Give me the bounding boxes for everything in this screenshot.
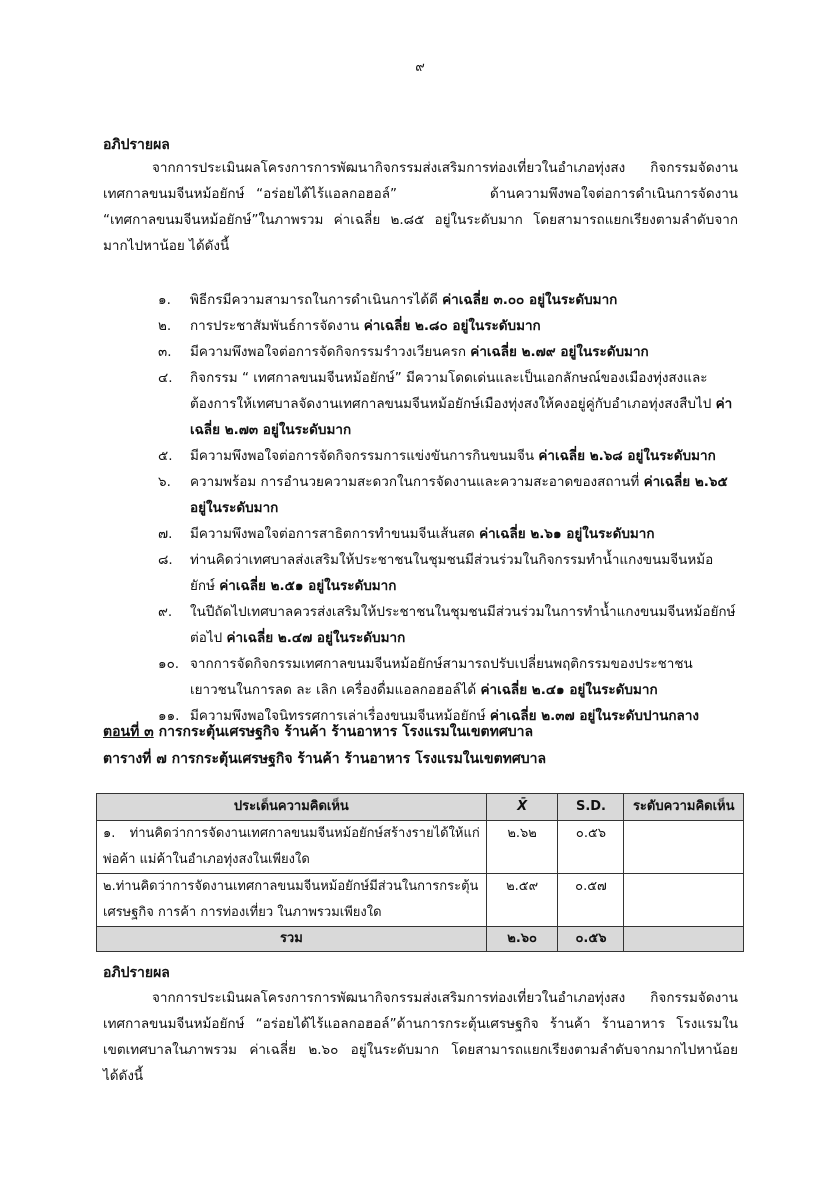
row-mean: ๒.๕๙ (486, 874, 558, 927)
list-item-text: ความพร้อม การอำนวยความสะดวกในการจัดงานและความสะอาดของสถานที่ (190, 474, 644, 490)
list-item-score: ค่าเฉลี่ย ๒.๓๗ อยู่ในระดับปานกลาง (489, 708, 699, 724)
row-level (624, 874, 744, 927)
list-item (158, 287, 738, 313)
row-mean: ๒.๖๒ (486, 821, 558, 874)
table-row (97, 821, 744, 874)
discussion-line: จากการประเมินผลโครงการการพัฒนากิจกรรมส่งเสริมการท่องเที่ยวในอำเภอทุ่งสง กิจกรรมจัดงาน (152, 990, 738, 1006)
list-item-text: ในปีถัดไปเทศบาลควรส่งเสริมให้ประชาชนในชุมชนมีส่วนร่วมในการทำน้ำแกงขนมจีนหม้อยักษ์ต่อไป (190, 604, 736, 646)
discussion-line: เทศกาลขนมจีนหม้อยักษ์ “อร่อยได้ไร้แอลกอฮอล์”ด้านการกระตุ้นเศรษฐกิจ ร้านค้า ร้านอาหาร โรงแรมใน (103, 1016, 738, 1032)
list-item-text: กิจกรรม “ เทศกาลขนมจีนหม้อยักษ์” มีความโดดเด่นและเป็นเอกลักษณ์ของเมืองทุ่งสงและต้องการให้เทศบาลจัดงานเทศกาลขนมจีนหม้อยักษ์เมืองทุ่งสงให้คงอยู่คู่กับอำเภอทุ่งสงสืบไป (190, 370, 716, 412)
list-item (158, 651, 738, 703)
list-item-number: ๙. (158, 604, 173, 620)
list-item-number: ๓. (158, 344, 172, 360)
list-item (158, 443, 738, 469)
total-sd: ๐.๕๖ (558, 927, 624, 952)
list-item (158, 313, 738, 339)
list-item-number: ๔. (158, 370, 173, 386)
list-item (158, 599, 738, 651)
list-item-number: ๑๐. (158, 656, 180, 672)
list-item-number: ๘. (158, 552, 173, 568)
list-item-text: มีความพึงพอใจนิทรรศการเล่าเรื่องขนมจีนหม้อยักษ์ (190, 708, 490, 724)
row-sd: ๐.๕๗ (558, 874, 624, 927)
section-heading: อภิปรายผล (103, 137, 170, 153)
list-item (158, 547, 738, 599)
list-item-text: พิธีกรมีความสามารถในการดำเนินการได้ดี (190, 292, 443, 308)
total-level (624, 927, 744, 952)
header-mean: X̄ (486, 794, 558, 821)
list-item-score: ค่าเฉลี่ย ๒.๘๐ อยู่ในระดับมาก (363, 318, 541, 334)
part-label: ตอนที่ ๓ (103, 724, 154, 740)
table-header-row (97, 794, 744, 821)
list-item-number: ๗. (158, 526, 173, 542)
table-caption: ตารางที่ ๗ การกระตุ้นเศรษฐกิจ ร้านค้า ร้านอาหาร โรงแรมในเขตทศบาล (103, 751, 547, 767)
list-item-score: ค่าเฉลี่ย ๒.๔๑ อยู่ในระดับมาก (480, 682, 658, 698)
part-heading (103, 721, 533, 743)
table-row (97, 874, 744, 927)
list-item-score: ค่าเฉลี่ย ๒.๖๘ อยู่ในระดับมาก (538, 448, 716, 464)
discussion-line: ได้ดังนี้ (103, 1068, 144, 1084)
opinion-table (96, 793, 744, 952)
row-item: ๑. ท่านคิดว่าการจัดงานเทศกาลขนมจีนหม้อยักษ์สร้างรายได้ให้แก่พ่อค้า แม่ค้าในอำเภอทุ่งสงในเพียงใด (97, 821, 487, 874)
header-sd: S.D. (558, 794, 624, 821)
intro-line: “เทศกาลขนมจีนหม้อยักษ์”ในภาพรวม ค่าเฉลี่ย ๒.๘๕ อยู่ในระดับมาก โดยสามารถแยกเรียงตามลำดับจาก (103, 212, 738, 228)
list-item (158, 469, 738, 521)
page-number: ๙ (415, 60, 425, 75)
list-item-number: ๕. (158, 448, 173, 464)
list-item-score: ค่าเฉลี่ย ๒.๕๑ อยู่ในระดับมาก (219, 578, 397, 594)
list-item-score: ค่าเฉลี่ย ๓.๐๐ อยู่ในระดับมาก (442, 292, 618, 308)
row-level (624, 821, 744, 874)
total-label: รวม (97, 927, 487, 952)
list-item (158, 521, 738, 547)
list-item-score: ค่าเฉลี่ย ๒.๗๙ อยู่ในระดับมาก (470, 344, 649, 360)
list-item-text: ท่านคิดว่าเทศบาลส่งเสริมให้ประชาชนในชุมชนมีส่วนร่วมในกิจกรรมทำน้ำแกงขนมจีนหม้อยักษ์ (190, 552, 714, 594)
intro-line: เทศกาลขนมจีนหม้อยักษ์ “อร่อยได้ไร้แอลกอฮอล์” ด้านความพึงพอใจต่อการดำเนินการจัดงาน (103, 186, 738, 202)
section-heading: อภิปรายผล (103, 965, 170, 981)
list-item (158, 339, 738, 365)
list-item-text: การประชาสัมพันธ์การจัดงาน (190, 318, 364, 334)
intro-line: จากการประเมินผลโครงการการพัฒนากิจกรรมส่งเสริมการท่องเที่ยวในอำเภอทุ่งสง กิจกรรมจัดงาน (152, 160, 738, 176)
list-item-score: ค่าเฉลี่ย ๒.๔๗ อยู่ในระดับมาก (226, 630, 406, 646)
list-item (158, 365, 738, 443)
table-total-row (97, 927, 744, 952)
list-item-number: ๖. (158, 474, 171, 490)
list-item-number: ๑. (158, 292, 171, 308)
list-item-number: ๑๑. (158, 708, 180, 724)
list-item-text: มีความพึงพอใจต่อการจัดกิจกรรมการแข่งขันการกินขนมจีน (190, 448, 539, 464)
total-mean: ๒.๖๐ (486, 927, 558, 952)
header-level: ระดับความคิดเห็น (624, 794, 744, 821)
row-sd: ๐.๕๖ (558, 821, 624, 874)
intro-line: มากไปหาน้อย ได้ดังนี้ (103, 238, 230, 254)
list-item-text: มีความพึงพอใจต่อการจัดกิจกรรมรำวงเวียนครก (190, 344, 471, 360)
list-item-number: ๒. (158, 318, 172, 334)
list-item-text: จากการจัดกิจกรรมเทศกาลขนมจีนหม้อยักษ์สามารถปรับเปลี่ยนพฤติกรรมของประชาชนเยาวชนในการลด ละ เลิก เครื่องดื่มแอลกอฮอล์ได้ (190, 656, 693, 698)
list-item-score: ค่าเฉลี่ย ๒.๖๕ อยู่ในระดับมาก (190, 474, 728, 516)
part-title: การกระตุ้นเศรษฐกิจ ร้านค้า ร้านอาหาร โรงแรมในเขตทศบาล (153, 724, 534, 740)
row-item: ๒.ท่านคิดว่าการจัดงานเทศกาลขนมจีนหม้อยักษ์มีส่วนในการกระตุ้นเศรษฐกิจ การค้า การท่องเที่ยว ในภาพรวมเพียงใด (97, 874, 487, 927)
list-item-text: มีความพึงพอใจต่อการสาธิตการทำขนมจีนเส้นสด (190, 526, 480, 542)
list-item-score: ค่าเฉลี่ย ๒.๖๑ อยู่ในระดับมาก (479, 526, 655, 542)
list-item-score: ค่าเฉลี่ย ๒.๗๓ อยู่ในระดับมาก (190, 396, 733, 438)
header-topic: ประเด็นความคิดเห็น (97, 794, 487, 821)
discussion-line: เขตเทศบาลในภาพรวม ค่าเฉลี่ย ๒.๖๐ อยู่ในระดับมาก โดยสามารถแยกเรียงตามลำดับจากมากไปหาน้อย (103, 1042, 738, 1058)
ranked-list (158, 287, 738, 729)
